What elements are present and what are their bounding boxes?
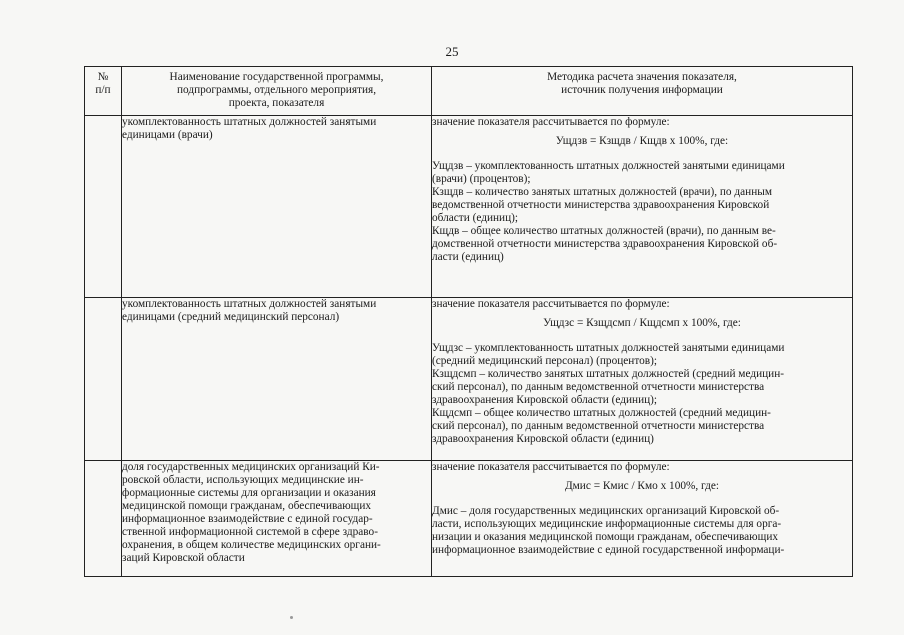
table-row — [85, 461, 853, 577]
method-cell — [432, 116, 853, 298]
method-intro: значение показателя рассчитывается по формуле: — [432, 461, 670, 473]
table-row — [85, 298, 853, 461]
header-name-line: Наименование государственной программы, — [169, 71, 384, 83]
indicator-table — [84, 66, 853, 577]
table-row — [85, 116, 853, 298]
method-desc-line: Ущдзв – укомплектованность штатных должностей занятыми единицами — [432, 160, 785, 172]
header-method-line: источник получения информации — [561, 84, 723, 96]
method-intro: значение показателя рассчитывается по формуле: — [432, 298, 670, 310]
method-desc-line: низации и оказания медицинской помощи гражданам, обеспечивающих — [432, 531, 779, 543]
header-method-line: Методика расчета значения показателя, — [547, 71, 737, 83]
method-desc-line: Дмис – доля государственных медицинских организаций Кировской об- — [432, 505, 780, 517]
method-desc-line: здравоохранения Кировской области (единиц); — [432, 394, 658, 406]
indicator-name-line: укомплектованность штатных должностей занятыми — [122, 298, 377, 310]
method-desc-line: ский персонал), по данным ведомственной отчетности министерства — [432, 381, 765, 393]
method-desc-line: Кщдсмп – общее количество штатных должностей (средний медицин- — [432, 407, 771, 419]
method-desc-line: Ущдзс – укомплектованность штатных должностей занятыми единицами — [432, 342, 785, 354]
method-desc-line: здравоохранения Кировской области (единиц) — [432, 433, 654, 445]
header-number-line: п/п — [95, 84, 111, 96]
method-desc-line: ласти (единиц) — [432, 251, 504, 263]
formula: Ущдзс = Кзщдсмп / Кщдсмп х 100%, где: — [543, 317, 741, 329]
method-desc-line: ведомственной отчетности министерства здравоохранения Кировской — [432, 199, 770, 211]
header-name-line: подпрограммы, отдельного мероприятия, — [176, 84, 377, 96]
indicator-name-line: заций Кировской области — [122, 552, 245, 564]
formula: Дмис = Кмис / Кмо х 100%, где: — [564, 480, 720, 492]
method-desc-line: Кзщдсмп – количество занятых штатных должностей (средний медицин- — [432, 368, 785, 380]
indicator-name-line: единицами (средний медицинский персонал) — [122, 311, 340, 323]
row-number-cell — [85, 298, 122, 461]
indicator-name-line: формационные системы для организации и оказания — [122, 487, 376, 499]
method-desc-line: Кзщдв – количество занятых штатных должностей (врачи), по данным — [432, 186, 772, 198]
method-cell — [432, 461, 853, 577]
indicator-name-line: ровской области, использующих медицинские ин- — [122, 474, 364, 486]
formula: Ущдзв = Кзщдв / Кщдв х 100%, где: — [555, 135, 729, 147]
indicator-name-line: медицинской помощи гражданам, обеспечивающих — [122, 500, 372, 512]
indicator-name-cell — [122, 298, 432, 461]
method-desc-line: (врачи) (процентов); — [432, 173, 531, 185]
scan-speck — [290, 616, 293, 619]
indicator-name-line: единицами (врачи) — [122, 129, 213, 141]
method-cell — [432, 298, 853, 461]
header-number — [85, 67, 122, 116]
indicator-name-cell — [122, 116, 432, 298]
table-header-row — [85, 67, 853, 116]
method-desc-line: (средний медицинский персонал) (процентов); — [432, 355, 657, 367]
header-name — [122, 67, 432, 116]
row-number-cell — [85, 461, 122, 577]
method-desc-line: домственной отчетности министерства здравоохранения Кировской об- — [432, 238, 778, 250]
method-desc-line: ский персонал), по данным ведомственной отчетности министерства — [432, 420, 765, 432]
page-number: 25 — [445, 44, 459, 59]
header-number-line: № — [97, 71, 109, 83]
method-intro: значение показателя рассчитывается по формуле: — [432, 116, 670, 128]
row-number-cell — [85, 116, 122, 298]
method-desc-line: информационное взаимодействие с единой государственной информаци- — [432, 544, 785, 556]
method-desc-line: Кщдв – общее количество штатных должностей (врачи), по данным ве- — [432, 225, 776, 237]
indicator-name-line: охранения, в общем количестве медицинских органи- — [122, 539, 381, 551]
indicator-name-cell — [122, 461, 432, 577]
header-name-line: проекта, показателя — [228, 97, 325, 109]
method-desc-line: ласти, использующих медицинские информационные системы для орга- — [432, 518, 782, 530]
header-method — [432, 67, 853, 116]
indicator-name-line: ственной информационной системой в сфере здраво- — [122, 526, 378, 538]
indicator-name-line: укомплектованность штатных должностей занятыми — [122, 116, 377, 128]
method-desc-line: области (единиц); — [432, 212, 519, 224]
indicator-name-line: информационное взаимодействие с единой государ- — [122, 513, 373, 525]
indicator-name-line: доля государственных медицинских организаций Ки- — [122, 461, 380, 473]
